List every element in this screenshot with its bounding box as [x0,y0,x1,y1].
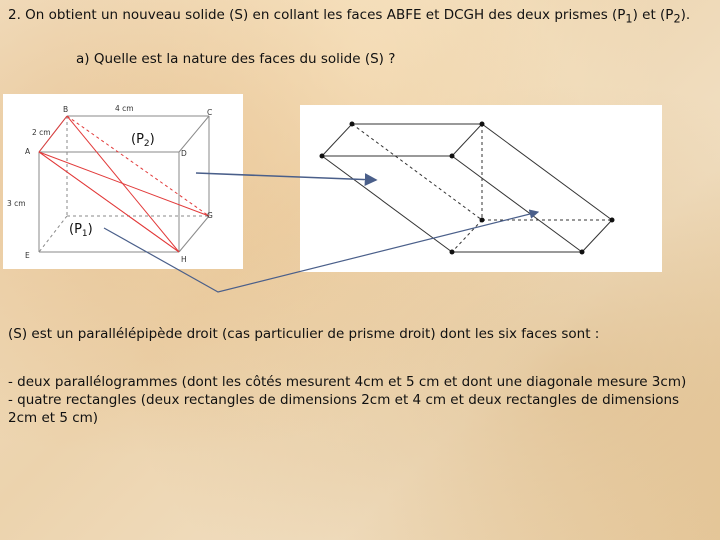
list-item: - quatre rectangles (deux rectangles de dimensions 2cm et 4 cm et deux rectangles de dimensions 2cm et 5 cm) [8,392,680,426]
label-A: A [25,147,31,156]
question-a: a) Quelle est la nature des faces du solide (S) ? [76,51,396,67]
vertex-dot [320,154,325,159]
label-C: C [207,108,213,117]
vertex-dot [610,218,615,223]
dim-height: 3 cm [7,199,26,208]
label-G: G [207,211,213,220]
cutting-plane [39,116,209,252]
vertex-dot [580,250,585,255]
prisms-figure [3,94,243,269]
vertex-dot [450,250,455,255]
parallelepiped-diagram [300,105,662,272]
label-P1: $(P_1)$ [69,222,93,239]
label-H: H [181,255,187,264]
label-D: D [181,149,187,158]
faces-list [8,373,712,427]
vertex-dot [450,154,455,159]
label-E: E [25,251,30,260]
label-P2: $(P_2)$ [131,132,155,149]
prisms-diagram [3,94,243,269]
solid-edges [322,124,612,252]
dim-side: 2 cm [32,128,51,137]
solid-figure [300,105,662,272]
vertex-dots [320,122,615,255]
dim-top: 4 cm [115,104,134,113]
label-B: B [63,105,69,114]
list-item: - deux parallélogrammes (dont les côtés mesurent 4cm et 5 cm et dont une diagonale mesure 3cm) [8,374,687,390]
exercise-title: 2. On obtient un nouveau solide (S) en collant les faces ABFE et DCGH des deux prismes $(P_1)$ et $(P_2)$. [8,7,691,26]
vertex-dot [480,218,485,223]
vertex-dot [480,122,485,127]
answer-statement: (S) est un parallélépipède droit (cas particulier de prisme droit) dont les six faces sont : [8,326,600,342]
vertex-dot [350,122,355,127]
